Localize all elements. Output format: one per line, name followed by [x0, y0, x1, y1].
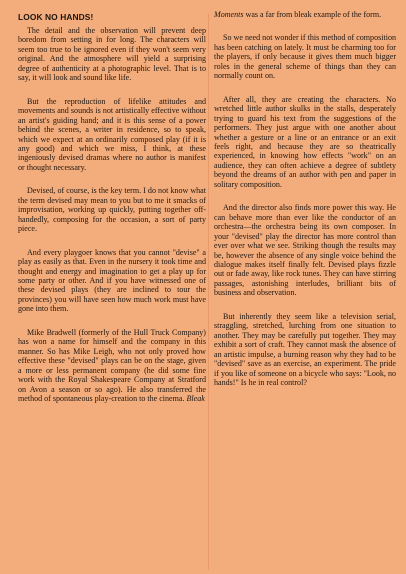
right-column — [214, 10, 396, 398]
left-paragraph-5 — [18, 328, 206, 404]
left-column — [18, 10, 206, 414]
left-paragraph-3: Devised, of course, is the key term. I do not know what the term devised may mean to you but to me it smacks of improvisation, working up quickly, putting together off-handedly, composing for the occasion, a sort of party piece. — [18, 186, 206, 234]
left-paragraph-1: The detail and the observation will prevent deep boredom from setting in for long. The characters will seem too true to be ignored even if they won't seem very original. And the atmosphere will yield a surprising degree of authenticity at a photographic level. That is to say, it will look and sound like life. — [18, 26, 206, 83]
column-divider — [208, 14, 209, 570]
left-paragraph-5-text: Mike Bradwell (formerly of the Hull Truck Company) has won a name for himself and the company in this manner. So has Mike Leigh, who not only proved how effective these "devised" plays can be on the stage, given a more or less permanent company (he did some fine work with the Royal Shakespeare Company at Stratford on Avon a season or so ago). He also transferred the method of spontaneous play-creation to the cinema. — [18, 327, 206, 403]
right-lead-text: was a far from bleak example of the form. — [243, 10, 382, 19]
right-paragraph-lead — [214, 10, 396, 19]
right-paragraph-1: So we need not wonder if this method of composition has been catching on lately. It must be charming too for the players, if only because it gives them much bigger roles in the general scheme of things than they can normally count on. — [214, 33, 396, 81]
left-paragraph-4: And every playgoer knows that you cannot "devise" a play as easily as that. Even in the nursery it took time and thought and energy and imagination to get a play up for some party or other. And if you have witnessed one of these devised plays (they are inclined to tour the provinces) you will have seen how much work must have gone into them. — [18, 247, 206, 314]
right-paragraph-4: But inherently they seem like a television serial, straggling, stretched, lurching from one situation to another. They may be carefully put together. They may exhibit a sort of craft. They cannot mask the absence of an artistic impulse, a burning reason why they had to be "devised" save as an exercise, an experiment. The pride if you like of someone on a bicycle who says: "Look, no hands!" Is he in real control? — [214, 311, 396, 387]
film-title-end: Moments — [214, 10, 244, 19]
right-paragraph-2: After all, they are creating the characters. No wretched little author skulks in the stalls, desperately trying to guard his text from the suggestions of the performers. They just argue with one another about whether a gesture or a line or an entrance or an exit feels right, and because they are so theatrically experienced, in knowing how effects "work" on an audience, they can often achieve a degree of subtlety beyond the dreams of an author with pen and paper in solitary composition. — [214, 94, 396, 189]
film-title-start: Bleak — [186, 393, 205, 403]
right-paragraph-3: And the director also finds more power this way. He can behave more than ever like the conductor of an orchestra—the orchestra being its own composer. In your "devised" play the director has more control than ever over what we see. Striking though the results may be, however the absence of any single voice behind the dialogue makes itself finally felt. Devised plays fizzle out or fade away, like rock tunes. They can have stirring passages, astonishing interludes, brilliant bits of business and observation. — [214, 203, 396, 298]
article-heading: LOOK NO HANDS! — [18, 12, 94, 22]
left-paragraph-2: But the reproduction of lifelike attitudes and movements and sounds is not artistically effective without an artist's guiding hand; and it is this sense of a power behind the scenes, a writer in residence, so to speak, which we expect at an ordinarily composed play (if it is any good) and which we miss, I think, at these ingeniously devised dramas where no author is manifest or thought necessary. — [18, 96, 206, 172]
